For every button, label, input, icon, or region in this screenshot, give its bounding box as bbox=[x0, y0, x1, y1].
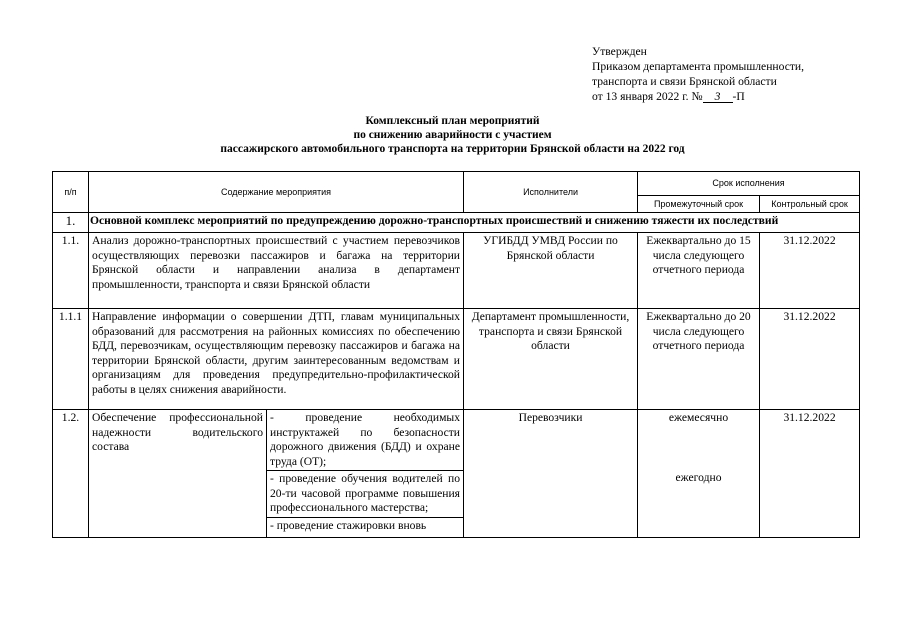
section-title: Основной комплекс мероприятий по предупреждению дорожно-транспортных происшествий и снижению тяжести их последствий bbox=[89, 213, 860, 233]
row-control: 31.12.2022 bbox=[760, 309, 860, 410]
plan-table bbox=[52, 171, 860, 538]
header-control: Контрольный срок bbox=[760, 196, 860, 213]
row-interim: Ежеквартально до 20 числа следующего отчетного периода bbox=[638, 309, 760, 410]
order-number: 3 bbox=[703, 91, 733, 103]
table-row bbox=[53, 233, 860, 309]
document-title bbox=[0, 114, 905, 156]
header-interim: Промежуточный срок bbox=[638, 196, 760, 213]
title-line-2: по снижению аварийности с участием bbox=[353, 129, 552, 141]
header-content: Содержание мероприятия bbox=[89, 172, 464, 213]
row-interim: Ежеквартально до 15 числа следующего отчетного периода bbox=[638, 233, 760, 309]
subitem-training: - проведение обучения водителей по 20-ти часовой программе повышения профессионального мастерства; bbox=[267, 471, 463, 518]
approval-line-1: Утвержден bbox=[592, 45, 647, 58]
header-row bbox=[53, 172, 860, 196]
row-content: Анализ дорожно-транспортных происшествий с участием перевозчиков осуществляющих перевозки пассажиров и багажа на территории Брянской области и направлении анализа в департамент промышленности, транспорта и связи Брянской области bbox=[89, 233, 464, 309]
row-number: 1.2. bbox=[53, 410, 89, 538]
row-interim bbox=[638, 410, 760, 538]
row-control: 31.12.2022 bbox=[760, 410, 860, 538]
table-row bbox=[53, 309, 860, 410]
title-line-3: пассажирского автомобильного транспорта на территории Брянской области на 2022 год bbox=[220, 143, 685, 155]
approval-block bbox=[592, 44, 892, 104]
order-suffix: -П bbox=[732, 90, 745, 103]
row-subitems bbox=[267, 410, 464, 538]
row-executor: Перевозчики bbox=[464, 410, 638, 538]
row-control: 31.12.2022 bbox=[760, 233, 860, 309]
approval-line-3: транспорта и связи Брянской области bbox=[592, 75, 777, 88]
section-row bbox=[53, 213, 860, 233]
row-content-main: Обеспечение профессиональной надежности водительского состава bbox=[89, 410, 267, 538]
approval-line-4 bbox=[592, 89, 892, 104]
approval-line-2: Приказом департамента промышленности, bbox=[592, 60, 805, 73]
row-number: 1.1.1 bbox=[53, 309, 89, 410]
approval-date: от 13 января 2022 г. № bbox=[592, 90, 703, 103]
header-num: п/п bbox=[53, 172, 89, 213]
section-number: 1. bbox=[53, 213, 89, 233]
row-number: 1.1. bbox=[53, 233, 89, 309]
subitem-internship: - проведение стажировки вновь bbox=[270, 518, 427, 532]
table-row bbox=[53, 410, 860, 538]
row-executor: УГИБДД УМВД России по Брянской области bbox=[464, 233, 638, 309]
interim-yearly: ежегодно bbox=[675, 470, 722, 484]
subitem-instructions: - проведение необходимых инструктажей по безопасности дорожного движения (БДД) и охране труда (ОТ); bbox=[267, 410, 463, 471]
row-executor: Департамент промышленности, транспорта и связи Брянской области bbox=[464, 309, 638, 410]
header-executors: Исполнители bbox=[464, 172, 638, 213]
title-line-1: Комплексный план мероприятий bbox=[365, 115, 540, 127]
row-content: Направление информации о совершении ДТП, главам муниципальных образований для рассмотрения на районных комиссиях по обеспечению БДД, перевозчикам, осуществляющим перевозку пассажиров и багажа на территории Брянской области, другим заинтересованным ведомствам и организациям для проведения предупредительно-профилактической работы в целях снижения аварийности. bbox=[89, 309, 464, 410]
header-deadline: Срок исполнения bbox=[638, 172, 860, 196]
interim-monthly: ежемесячно bbox=[668, 411, 729, 424]
